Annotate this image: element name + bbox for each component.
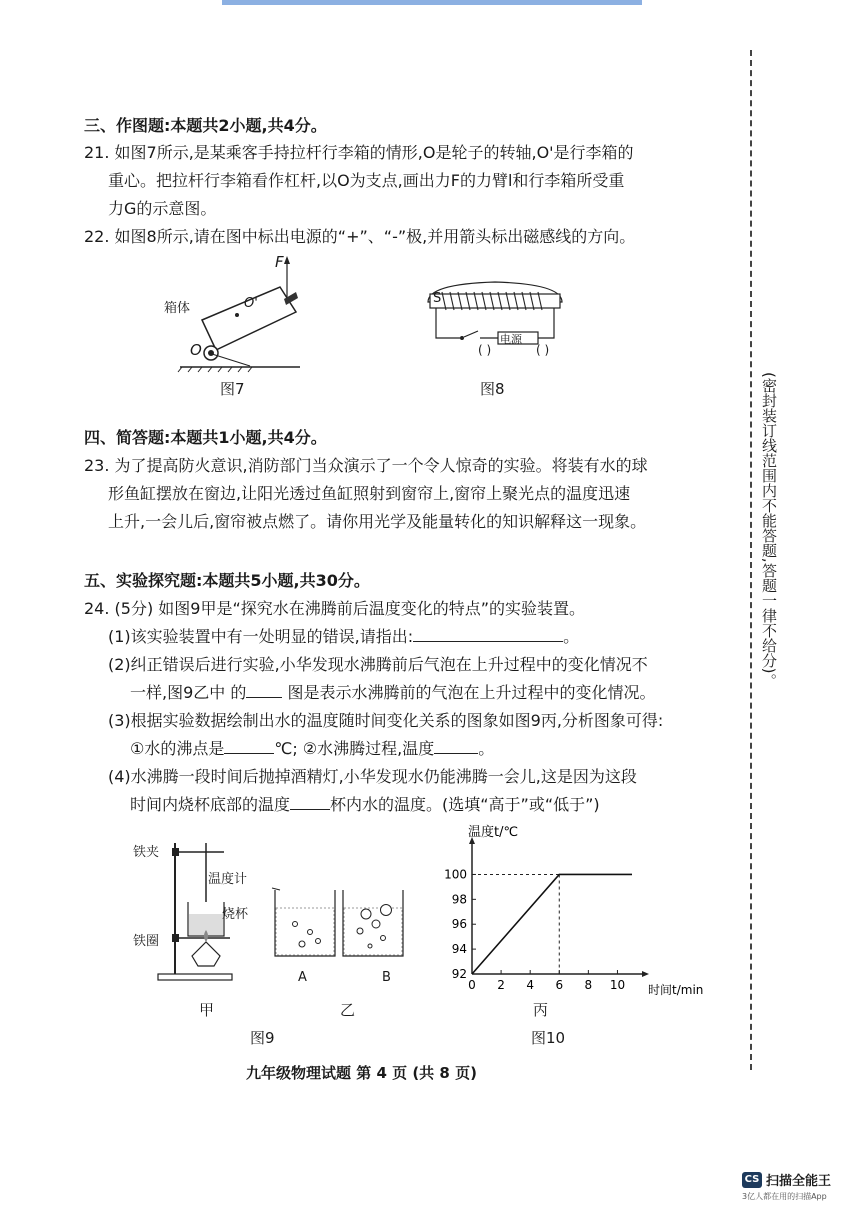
y-tick-label: 98 — [451, 892, 467, 907]
fig8-s-label: S — [433, 291, 442, 306]
q22-line1: 22. 如图8所示,请在图中标出电源的“+”、“-”极,并用箭头标出磁感线的方向。 — [84, 227, 636, 246]
fig10-label-bing: 丙 — [533, 1001, 549, 1019]
q24-part4-a: (4)水沸腾一段时间后抛掉酒精灯,小华发现水仍能沸腾一会儿,这是因为这段 — [108, 767, 637, 786]
page-footer: 九年级物理试题 第 4 页 (共 8 页) — [246, 1064, 477, 1082]
fig8-source-label: 电源 — [500, 333, 522, 346]
fig7-caption: 图7 — [220, 380, 245, 398]
q24-p4-text2: 杯内水的温度。(选填“高于”或“低于”) — [330, 795, 600, 814]
section-4-title: 四、简答题:本题共1小题,共4分。 — [84, 428, 327, 447]
q24-part3-b — [130, 739, 494, 759]
x-tick-label: 6 — [555, 978, 564, 992]
x-tick-label: 4 — [526, 978, 535, 992]
y-tick-label: 94 — [451, 942, 467, 957]
fig9-caption: 图9 — [250, 1029, 275, 1047]
q24-p3-end: 。 — [478, 739, 495, 758]
fig7-pivot-label: O — [190, 341, 202, 359]
x-axis-arrow — [642, 971, 649, 977]
q24-part2-a: (2)纠正错误后进行实验,小华发现水沸腾前后气泡在上升过程中的变化情况不 — [108, 655, 648, 674]
q24-p4-blank[interactable] — [290, 795, 330, 810]
fig7-box-label: 箱体 — [164, 301, 191, 316]
figure-10-temperature-chart — [440, 825, 704, 1006]
q24-p3-text1: ①水的沸点是 — [130, 739, 225, 758]
fig7-force-label: F — [275, 253, 284, 271]
q24-p1-blank[interactable] — [413, 627, 563, 642]
y-axis-label: 温度t/℃ — [468, 825, 519, 840]
x-tick-label: 8 — [584, 978, 593, 992]
q24-p3-blank2[interactable] — [434, 739, 478, 754]
q24-part4-b — [130, 795, 600, 815]
fig8-left-paren: ( ) — [478, 343, 492, 357]
fig8-right-paren: ( ) — [536, 343, 550, 357]
fig9-label-yi: 乙 — [340, 1001, 356, 1019]
y-tick-label: 96 — [451, 917, 467, 932]
fig9-iron-ring-label: 铁圈 — [133, 934, 160, 949]
q24-part3-a: (3)根据实验数据绘制出水的温度随时间变化关系的图象如图9丙,分析图象可得: — [108, 711, 664, 730]
q23-line2: 形鱼缸摆放在窗边,让阳光透过鱼缸照射到窗帘上,窗帘上聚光点的温度迅速 — [108, 484, 631, 503]
q24-p1-end: 。 — [563, 627, 580, 646]
q24-p2-text: 一样,图9乙中 的 — [130, 683, 247, 702]
fig9-label-jia: 甲 — [199, 1001, 215, 1019]
q21-line2: 重心。把拉杆行李箱看作杠杆,以O为支点,画出力F的力臂l和行李箱所受重 — [108, 171, 625, 190]
q24-p1-text: (1)该实验装置中有一处明显的错误,请指出: — [108, 627, 414, 646]
fig9-label-a: A — [298, 970, 307, 985]
seal-line-note: (密封装订线范围内不能答题,答题一律不给分)。 — [760, 372, 778, 689]
figure-9-apparatus — [130, 838, 430, 988]
fig9-thermometer-label: 温度计 — [208, 872, 248, 887]
q23-line3: 上升,一会儿后,窗帘被点燃了。请你用光学及能量转化的知识解释这一现象。 — [108, 512, 647, 531]
scan-edge-bar — [222, 0, 642, 5]
y-tick-label: 100 — [444, 867, 467, 882]
q24-intro: 24. (5分) 如图9甲是“探究水在沸腾前后温度变化的特点”的实验装置。 — [84, 599, 586, 618]
series-line — [472, 874, 632, 974]
q24-part2-b — [130, 683, 655, 703]
q24-p4-text1: 时间内烧杯底部的温度 — [130, 795, 291, 814]
q24-p2-blank[interactable] — [246, 683, 282, 698]
q21-line3: 力G的示意图。 — [108, 199, 217, 218]
fig7-cg-label: O' — [244, 296, 258, 311]
fig10-caption: 图10 — [531, 1029, 566, 1047]
q24-p3-blank1[interactable] — [224, 739, 274, 754]
fig8-caption: 图8 — [480, 380, 505, 398]
x-axis-label: 时间t/min — [648, 983, 704, 997]
scanner-app-title: 扫描全能王 — [766, 1174, 832, 1189]
fig9-beaker-label: 烧杯 — [222, 907, 249, 922]
section-5-title: 五、实验探究题:本题共5小题,共30分。 — [84, 571, 370, 590]
q24-p2-end: 图是表示水沸腾前的气泡在上升过程中的变化情况。 — [282, 683, 656, 702]
q24-part1 — [108, 627, 579, 647]
y-tick-label: 92 — [451, 967, 467, 981]
q24-p3-text2: ℃; ②水沸腾过程,温度 — [274, 739, 435, 758]
x-tick-label: 10 — [609, 978, 626, 992]
x-tick-label: 2 — [497, 978, 505, 992]
x-tick-label: 0 — [468, 978, 476, 992]
scanner-app-subtitle: 3亿人都在用的扫描App — [742, 1192, 827, 1201]
q23-line1: 23. 为了提高防火意识,消防部门当众演示了一个令人惊奇的实验。将装有水的球 — [84, 456, 648, 475]
fig9-label-b: B — [382, 970, 391, 985]
cs-logo-icon: CS — [742, 1172, 762, 1188]
section-3-title: 三、作图题:本题共2小题,共4分。 — [84, 116, 327, 135]
q21-line1: 21. 如图7所示,是某乘客手持拉杆行李箱的情形,O是轮子的转轴,O'是行李箱的 — [84, 143, 634, 162]
fig9-iron-clamp-label: 铁夹 — [133, 845, 160, 860]
